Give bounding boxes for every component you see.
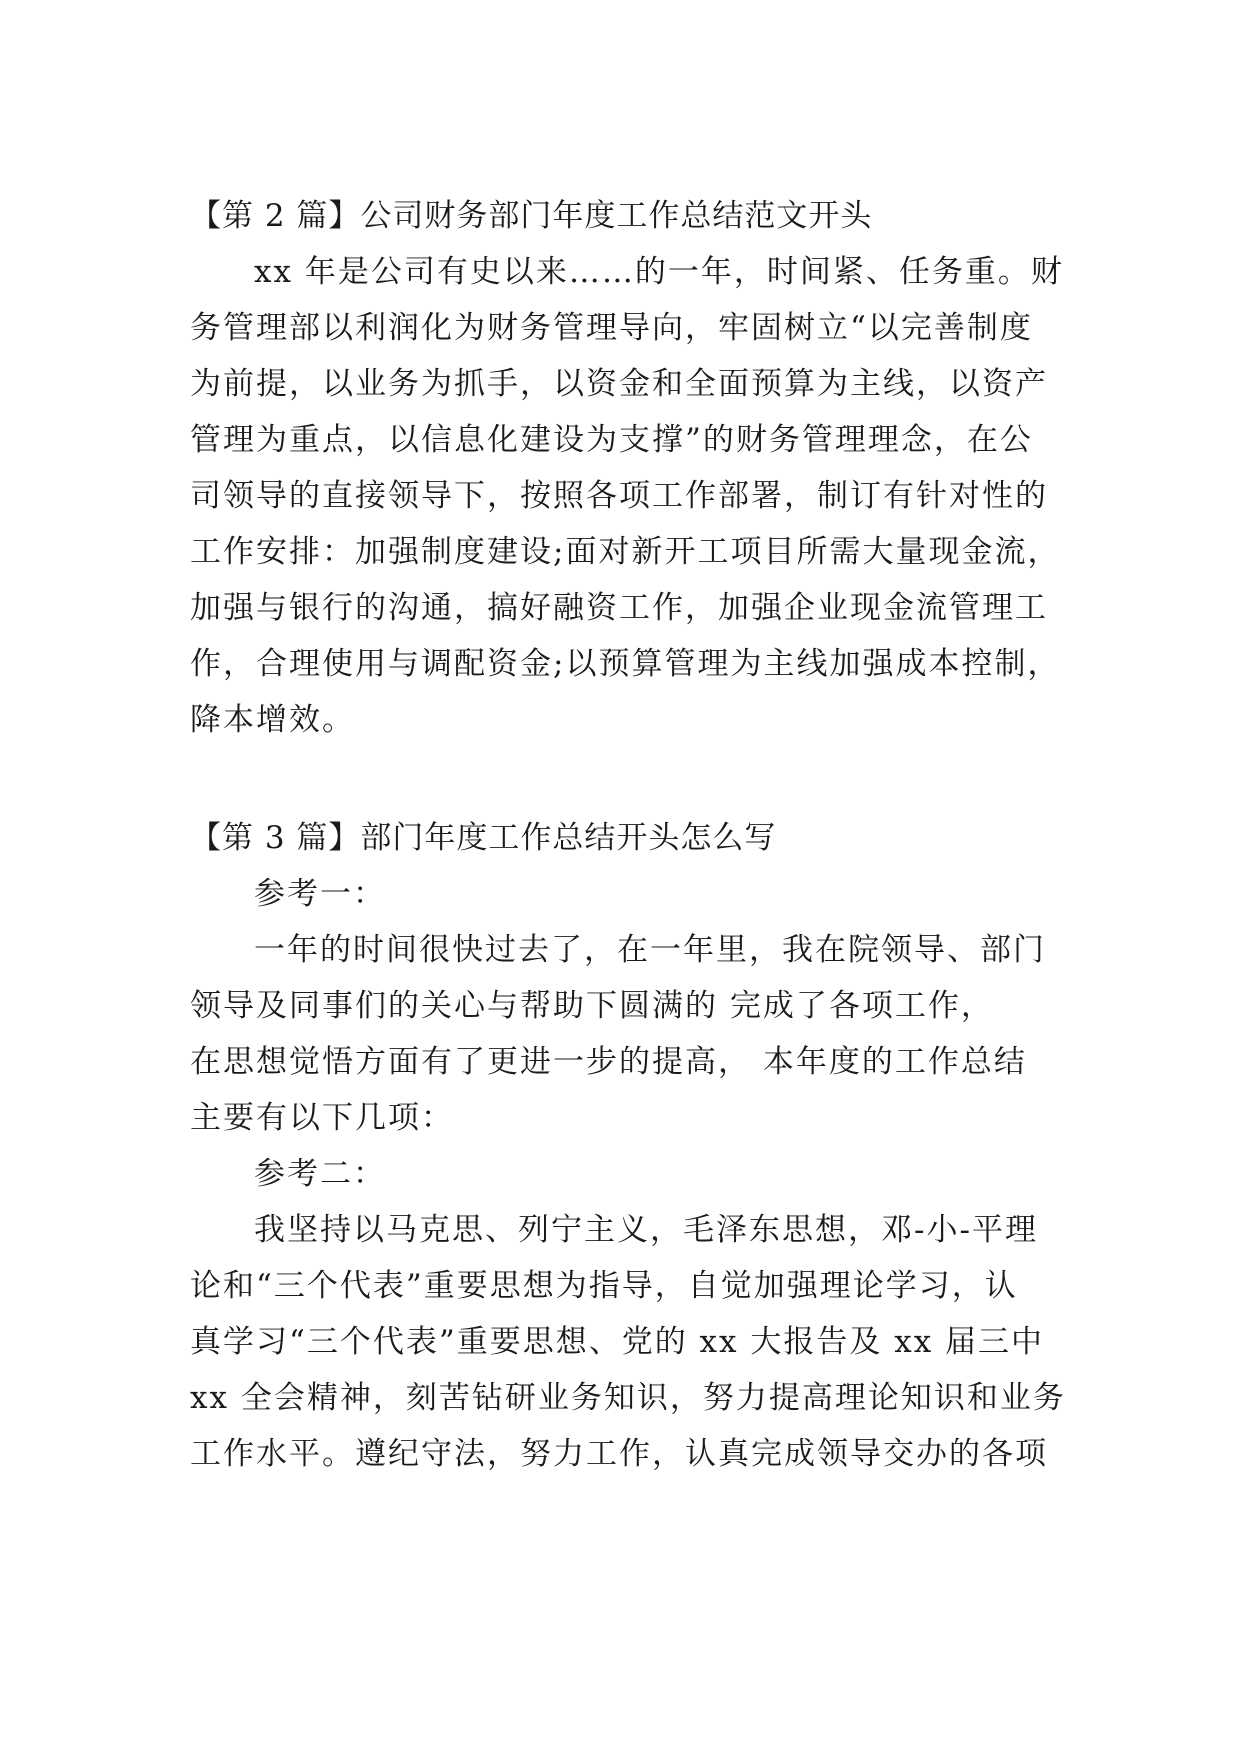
- paragraph-line: 为前提，以业务为抓手，以资金和全面预算为主线，以资产: [190, 366, 1048, 402]
- paragraph-line: 管理为重点，以信息化建设为支撑”的财务管理理念，在公: [190, 422, 1033, 458]
- reference-1-label: 参考一：: [254, 876, 386, 912]
- paragraph-line: 真学习“三个代表”重要思想、党的 xx 大报告及 xx 届三中: [190, 1324, 1045, 1360]
- paragraph-line: 领导及同事们的关心与帮助下圆满的 完成了各项工作，: [190, 988, 994, 1024]
- paragraph-line: xx 全会精神，刻苦钻研业务知识，努力提高理论知识和业务: [190, 1380, 1066, 1416]
- paragraph-line: xx 年是公司有史以来……的一年，时间紧、任务重。财: [254, 254, 1064, 290]
- paragraph-line: 作，合理使用与调配资金;以预算管理为主线加强成本控制，: [190, 646, 1061, 682]
- reference-2-label: 参考二：: [254, 1156, 386, 1192]
- paragraph-line: 工作安排：加强制度建设;面对新开工项目所需大量现金流，: [190, 534, 1061, 570]
- paragraph-line: 一年的时间很快过去了，在一年里，我在院领导、部门: [254, 932, 1046, 968]
- paragraph-line: 主要有以下几项：: [190, 1100, 454, 1136]
- paragraph-line: 加强与银行的沟通，搞好融资工作，加强企业现金流管理工: [190, 590, 1048, 626]
- paragraph-line: 论和“三个代表”重要思想为指导，自觉加强理论学习，认: [190, 1268, 1018, 1304]
- paragraph-line: 降本增效。: [190, 702, 355, 738]
- paragraph-line: 务管理部以利润化为财务管理导向，牢固树立“以完善制度: [190, 310, 1033, 346]
- paragraph-line: 司领导的直接领导下，按照各项工作部署，制订有针对性的: [190, 478, 1048, 514]
- section-2-heading: 【第 2 篇】公司财务部门年度工作总结范文开头: [190, 198, 873, 234]
- section-3-heading: 【第 3 篇】部门年度工作总结开头怎么写: [190, 820, 777, 856]
- paragraph-line: 工作水平。遵纪守法，努力工作，认真完成领导交办的各项: [190, 1436, 1048, 1472]
- paragraph-line: 在思想觉悟方面有了更进一步的提高， 本年度的工作总结: [190, 1044, 1027, 1080]
- paragraph-line: 我坚持以马克思、列宁主义，毛泽东思想，邓-小-平理: [254, 1212, 1038, 1248]
